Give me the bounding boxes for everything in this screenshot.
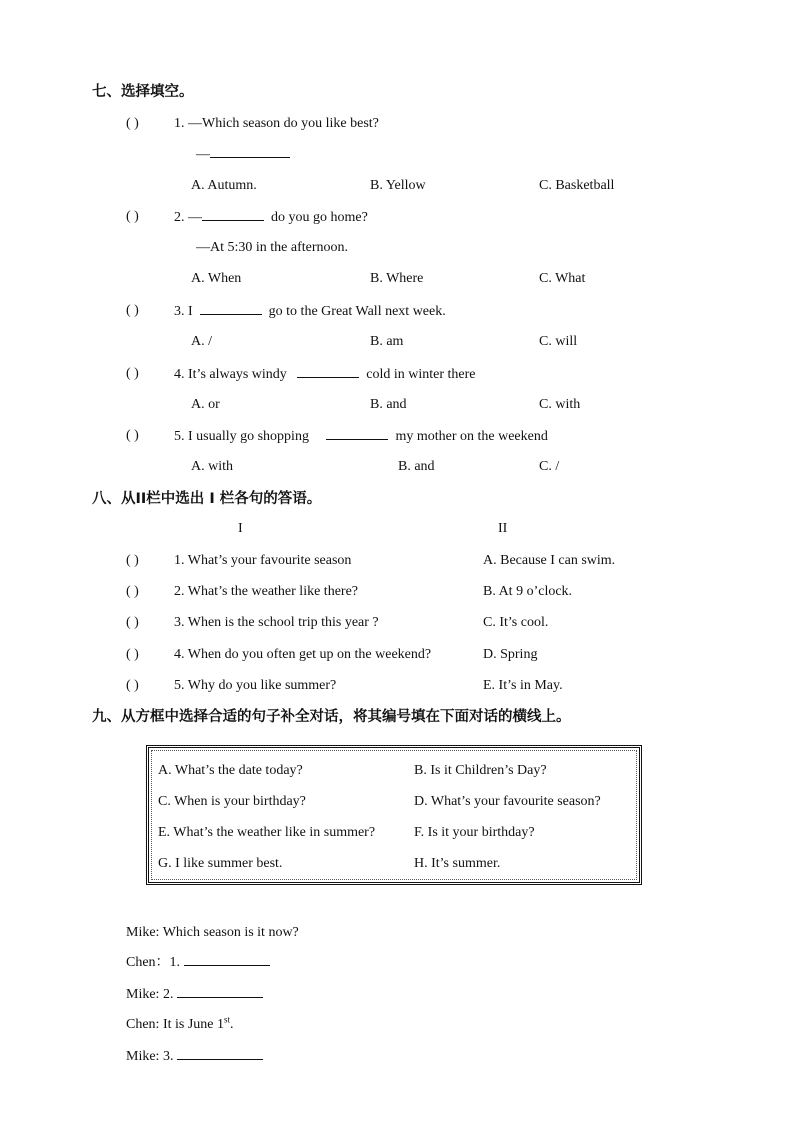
question-stem: 5. I usually go shopping my mother on the weekend: [174, 429, 548, 444]
option-b: B. and: [398, 459, 435, 474]
match-answer: E. It’s in May.: [483, 678, 563, 693]
blank[interactable]: [297, 365, 359, 378]
option-a: A. or: [191, 397, 220, 412]
option-c: C. will: [539, 334, 578, 349]
question-stem: 2. — do you go home?: [174, 210, 368, 225]
section-8-heading: 八、从II栏中选出 I 栏各句的答语。: [92, 491, 322, 507]
answer-paren[interactable]: ( ): [126, 678, 139, 693]
box-option: E. What’s the weather like in summer?: [158, 825, 376, 840]
answer-paren[interactable]: ( ): [126, 428, 139, 443]
blank[interactable]: [177, 1047, 263, 1060]
match-question: 4. When do you often get up on the weekend?: [174, 647, 432, 662]
blank[interactable]: [202, 208, 264, 221]
option-a: A. with: [191, 459, 233, 474]
option-b: B. am: [370, 334, 404, 349]
option-a: A. /: [191, 334, 212, 349]
match-answer: B. At 9 o’clock.: [483, 584, 573, 599]
box-option: D. What’s your favourite season?: [414, 794, 601, 809]
answer-paren[interactable]: ( ): [126, 209, 139, 224]
option-b: B. Where: [370, 271, 424, 286]
question-stem: 1. —Which season do you like best?: [174, 116, 379, 131]
answer-paren[interactable]: ( ): [126, 647, 139, 662]
blank[interactable]: [184, 953, 270, 966]
dialogue-line: Chen：1.: [126, 953, 270, 972]
box-option: A. What’s the date today?: [158, 763, 303, 778]
option-b: B. Yellow: [370, 178, 426, 193]
blank[interactable]: [326, 427, 388, 440]
match-answer: C. It’s cool.: [483, 615, 549, 630]
option-c: C. What: [539, 271, 586, 286]
match-question: 2. What’s the weather like there?: [174, 584, 358, 599]
match-answer: D. Spring: [483, 647, 538, 662]
match-answer: A. Because I can swim.: [483, 553, 616, 568]
answer-paren[interactable]: ( ): [126, 615, 139, 630]
option-b: B. and: [370, 397, 407, 412]
box-option: F. Is it your birthday?: [414, 825, 535, 840]
answer-paren[interactable]: ( ): [126, 116, 139, 131]
box-option: B. Is it Children’s Day?: [414, 763, 547, 778]
blank[interactable]: [210, 145, 290, 158]
section-9-heading: 九、从方框中选择合适的句子补全对话，将其编号填在下面对话的横线上。: [92, 709, 571, 725]
match-question: 1. What’s your favourite season: [174, 553, 352, 568]
answer-paren[interactable]: ( ): [126, 303, 139, 318]
blank[interactable]: [200, 302, 262, 315]
answer-paren[interactable]: ( ): [126, 366, 139, 381]
answer-line[interactable]: —: [196, 145, 290, 164]
option-c: C. /: [539, 459, 560, 474]
question-sub: —At 5:30 in the afternoon.: [196, 240, 349, 255]
dialogue-line: Chen: It is June 1st.: [126, 1014, 234, 1032]
box-option: H. It’s summer.: [414, 856, 501, 871]
box-option: G. I like summer best.: [158, 856, 283, 871]
option-a: A. Autumn.: [191, 178, 257, 193]
section-7-heading: 七、选择填空。: [92, 84, 194, 100]
option-a: A. When: [191, 271, 242, 286]
dialogue-line: Mike: 2.: [126, 985, 263, 1004]
dialogue-line: Mike: Which season is it now?: [126, 925, 299, 940]
match-question: 3. When is the school trip this year ?: [174, 615, 379, 630]
match-question: 5. Why do you like summer?: [174, 678, 337, 693]
column-1-label: I: [238, 521, 243, 536]
dialogue-line: Mike: 3.: [126, 1047, 263, 1066]
blank[interactable]: [177, 985, 263, 998]
question-stem: 4. It’s always windy cold in winter there: [174, 367, 476, 382]
column-2-label: II: [498, 521, 508, 536]
answer-paren[interactable]: ( ): [126, 584, 139, 599]
box-option: C. When is your birthday?: [158, 794, 306, 809]
question-stem: 3. I go to the Great Wall next week.: [174, 304, 446, 319]
option-c: C. Basketball: [539, 178, 615, 193]
option-c: C. with: [539, 397, 581, 412]
answer-paren[interactable]: ( ): [126, 553, 139, 568]
